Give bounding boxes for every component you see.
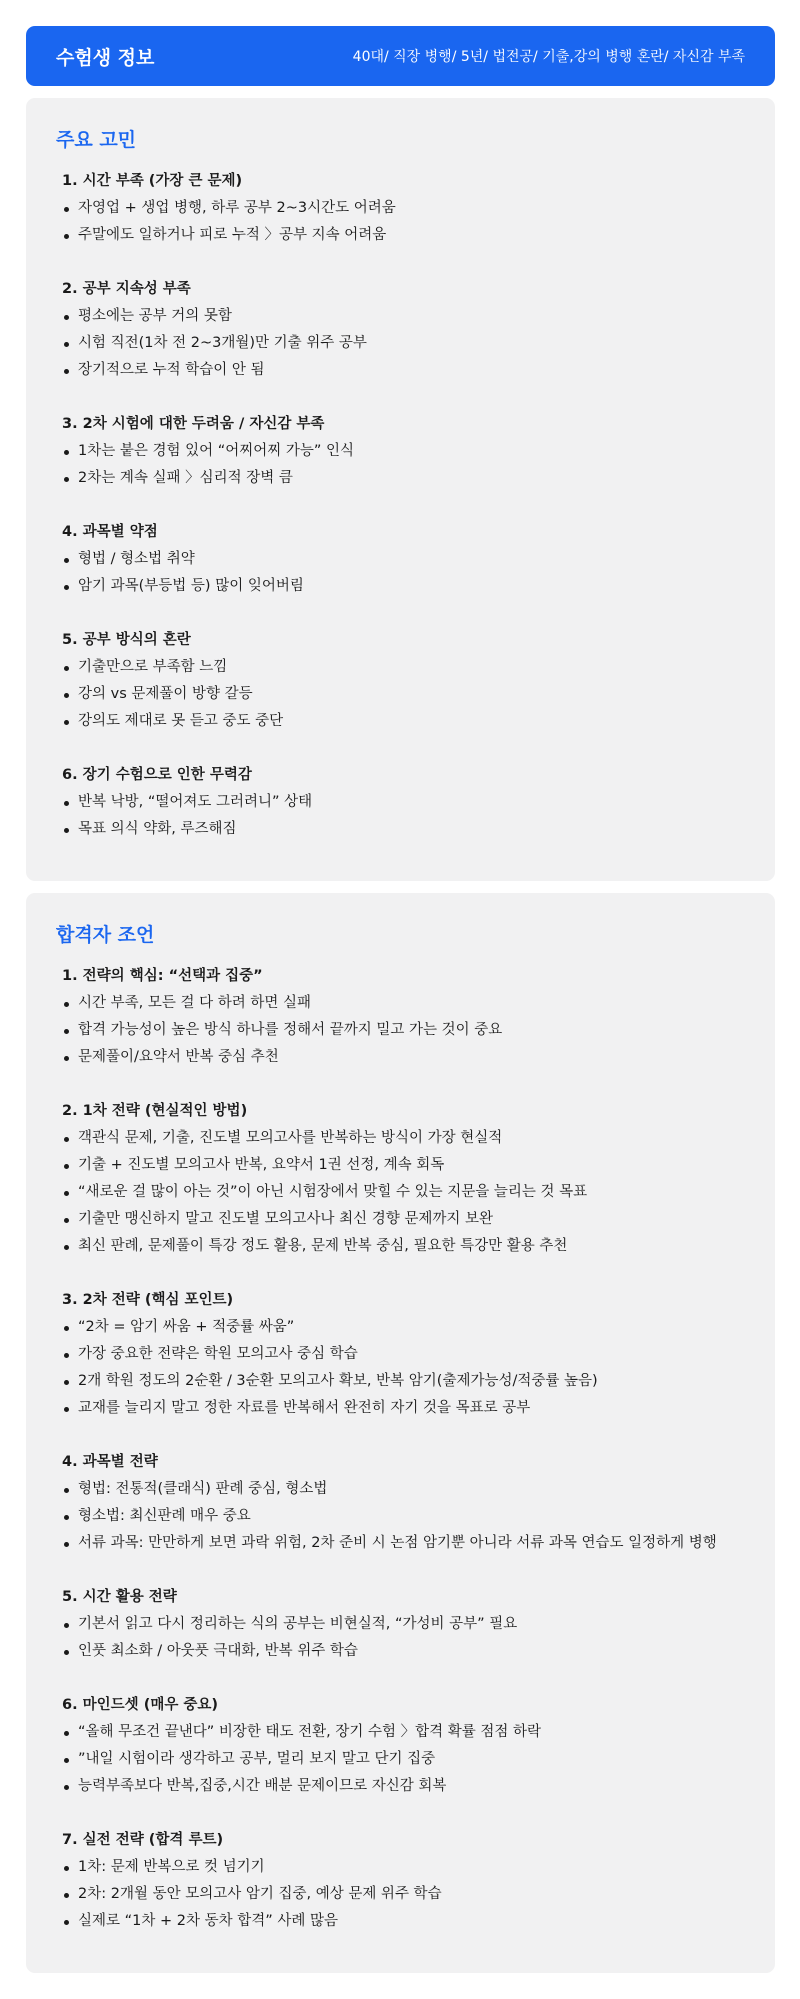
- bullet-item: 1차는 붙은 경험 있어 “어찌어찌 가능” 인식: [62, 438, 745, 465]
- advice-section: [62, 1287, 745, 1422]
- bullet-item: 기출만으로 부족함 느낌: [62, 654, 745, 681]
- section-title: 3. 2차 시험에 대한 두려움 / 자신감 부족: [62, 416, 325, 432]
- bullet-item: 능력부족보다 반복,집중,시간 배분 문제이므로 자신감 회복: [62, 1773, 745, 1800]
- section-title: 5. 공부 방식의 혼란: [62, 632, 191, 648]
- section-title: 2. 공부 지속성 부족: [62, 281, 191, 297]
- bullet-list: [62, 195, 745, 249]
- bullet-item: 시간 부족, 모든 걸 다 하려 하면 실패: [62, 990, 745, 1017]
- bullet-item: “새로운 걸 많이 아는 것”이 아닌 시험장에서 맞힐 수 있는 지문을 늘리는 것 목표: [62, 1179, 745, 1206]
- bullet-item: “2차 = 암기 싸움 + 적중률 싸움”: [62, 1314, 745, 1341]
- section-title: 4. 과목별 전략: [62, 1454, 158, 1470]
- bullet-item: 최신 판례, 문제풀이 특강 정도 활용, 문제 반복 중심, 필요한 특강만 활용 추천: [62, 1233, 745, 1260]
- bullet-item: 형소법: 최신판례 매우 중요: [62, 1503, 745, 1530]
- concerns-title: 주요 고민: [56, 129, 137, 151]
- concerns-section: [62, 276, 745, 384]
- section-title: 2. 1차 전략 (현실적인 방법): [62, 1103, 248, 1119]
- advice-section: [62, 963, 745, 1071]
- bullet-list: [62, 438, 745, 492]
- bullet-item: 자영업 + 생업 병행, 하루 공부 2~3시간도 어려움: [62, 195, 745, 222]
- bullet-list: [62, 1719, 745, 1800]
- section-title: 6. 장기 수험으로 인한 무력감: [62, 767, 252, 783]
- bullet-item: 객관식 문제, 기출, 진도별 모의고사를 반복하는 방식이 가장 현실적: [62, 1125, 745, 1152]
- bullet-item: 장기적으로 누적 학습이 안 됨: [62, 357, 745, 384]
- bullet-item: 2개 학원 정도의 2순환 / 3순환 모의고사 확보, 반복 암기(출제가능성/적중률 높음): [62, 1368, 745, 1395]
- bullet-item: 서류 과목: 만만하게 보면 과락 위험, 2차 준비 시 논점 암기뿐 아니라 서류 과목 연습도 일정하게 병행: [62, 1530, 745, 1557]
- bullet-item: 가장 중요한 전략은 학원 모의고사 중심 학습: [62, 1341, 745, 1368]
- bullet-item: 합격 가능성이 높은 방식 하나를 정해서 끝까지 밀고 가는 것이 중요: [62, 1017, 745, 1044]
- bullet-item: 실제로 “1차 + 2차 동차 합격” 사례 많음: [62, 1908, 745, 1935]
- student-info-header: [26, 26, 775, 86]
- section-title: 1. 시간 부족 (가장 큰 문제): [62, 173, 243, 189]
- section-title: 4. 과목별 약점: [62, 524, 158, 540]
- advice-card: [26, 893, 775, 1973]
- advice-title: 합격자 조언: [56, 924, 155, 946]
- bullet-item: 주말에도 일하거나 피로 누적 〉공부 지속 어려움: [62, 222, 745, 249]
- section-title: 3. 2차 전략 (핵심 포인트): [62, 1292, 234, 1308]
- student-info-title: 수험생 정보: [56, 46, 155, 69]
- bullet-item: 2차는 계속 실패 〉심리적 장벽 큼: [62, 465, 745, 492]
- bullet-list: [62, 1611, 745, 1665]
- bullet-item: “올해 무조건 끝낸다” 비장한 태도 전환, 장기 수험 〉합격 확률 점점 하락: [62, 1719, 745, 1746]
- advice-section: [62, 1449, 745, 1557]
- concerns-card: [26, 98, 775, 881]
- bullet-item: 목표 의식 약화, 루즈해짐: [62, 816, 745, 843]
- bullet-item: 기출만 맹신하지 말고 진도별 모의고사나 최신 경향 문제까지 보완: [62, 1206, 745, 1233]
- section-title: 5. 시간 활용 전략: [62, 1589, 177, 1605]
- bullet-item: 암기 과목(부등법 등) 많이 잊어버림: [62, 573, 745, 600]
- advice-section: [62, 1584, 745, 1665]
- concerns-section: [62, 762, 745, 843]
- student-info-summary: 40대/ 직장 병행/ 5년/ 법전공/ 기출,강의 병행 혼란/ 자신감 부족: [352, 49, 745, 65]
- bullet-item: 인풋 최소화 / 아웃풋 극대화, 반복 위주 학습: [62, 1638, 745, 1665]
- bullet-item: 교재를 늘리지 말고 정한 자료를 반복해서 완전히 자기 것을 목표로 공부: [62, 1395, 745, 1422]
- bullet-list: [62, 654, 745, 735]
- concerns-section: [62, 519, 745, 600]
- bullet-list: [62, 1854, 745, 1935]
- bullet-item: 형법: 전통적(클래식) 판례 중심, 형소법: [62, 1476, 745, 1503]
- advice-section: [62, 1692, 745, 1800]
- bullet-item: ”내일 시험이라 생각하고 공부, 멀리 보지 말고 단기 집중: [62, 1746, 745, 1773]
- bullet-item: 반복 낙방, “떨어져도 그러려니” 상태: [62, 789, 745, 816]
- bullet-item: 형법 / 형소법 취약: [62, 546, 745, 573]
- concerns-section-list: [56, 168, 745, 843]
- concerns-section: [62, 627, 745, 735]
- bullet-item: 문제풀이/요약서 반복 중심 추천: [62, 1044, 745, 1071]
- section-title: 7. 실전 전략 (합격 루트): [62, 1832, 224, 1848]
- section-title: 6. 마인드셋 (매우 중요): [62, 1697, 219, 1713]
- advice-section-list: [56, 963, 745, 1935]
- bullet-list: [62, 1125, 745, 1260]
- bullet-list: [62, 303, 745, 384]
- bullet-item: 강의 vs 문제풀이 방향 갈등: [62, 681, 745, 708]
- concerns-section: [62, 168, 745, 249]
- bullet-list: [62, 546, 745, 600]
- bullet-list: [62, 990, 745, 1071]
- section-title: 1. 전략의 핵심: “선택과 집중”: [62, 968, 263, 984]
- bullet-item: 1차: 문제 반복으로 컷 넘기기: [62, 1854, 745, 1881]
- bullet-item: 기출 + 진도별 모의고사 반복, 요약서 1권 선정, 계속 회독: [62, 1152, 745, 1179]
- bullet-item: 기본서 읽고 다시 정리하는 식의 공부는 비현실적, “가성비 공부” 필요: [62, 1611, 745, 1638]
- bullet-list: [62, 1314, 745, 1422]
- bullet-item: 강의도 제대로 못 듣고 중도 중단: [62, 708, 745, 735]
- bullet-item: 시험 직전(1차 전 2~3개월)만 기출 위주 공부: [62, 330, 745, 357]
- bullet-item: 평소에는 공부 거의 못함: [62, 303, 745, 330]
- concerns-section: [62, 411, 745, 492]
- advice-section: [62, 1827, 745, 1935]
- bullet-list: [62, 789, 745, 843]
- bullet-item: 2차: 2개월 동안 모의고사 암기 집중, 예상 문제 위주 학습: [62, 1881, 745, 1908]
- bullet-list: [62, 1476, 745, 1557]
- advice-section: [62, 1098, 745, 1260]
